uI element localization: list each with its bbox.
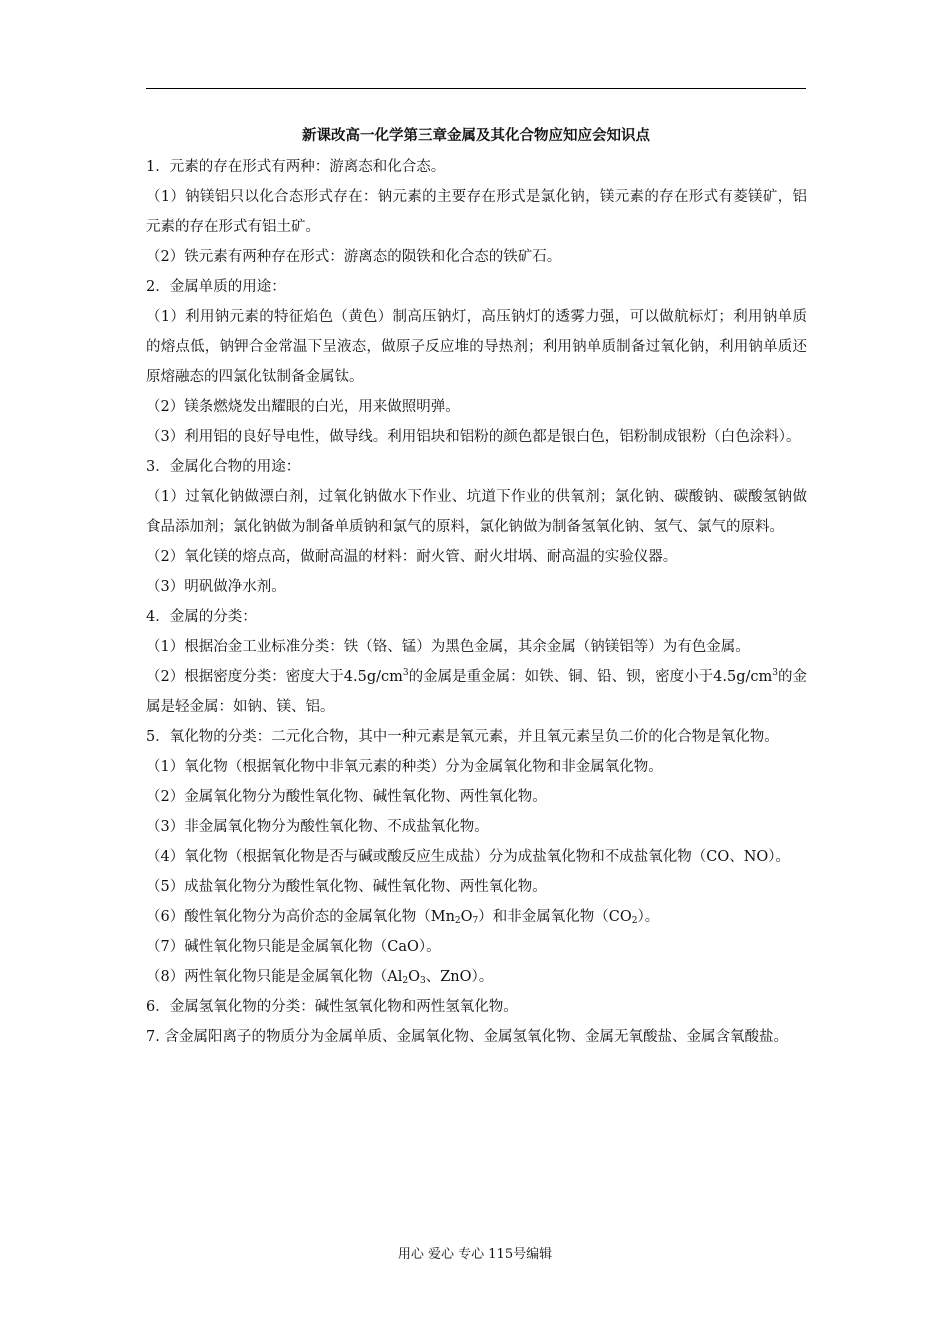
subscript: 2 xyxy=(631,916,638,926)
paragraph: （3）利用铝的良好导电性，做导线。利用铝块和铝粉的颜色都是银白色，铝粉制成银粉（白色涂料）。 xyxy=(146,429,801,445)
text-run: ）和非金属氧化物（CO xyxy=(478,909,632,925)
text-run: （2）根据密度分类：密度大于4.5g/cm xyxy=(146,669,403,685)
paragraph: （2）氧化镁的熔点高，做耐高温的材料：耐火管、耐火坩埚、耐高温的实验仪器。 xyxy=(146,549,678,565)
paragraph: （3）非金属氧化物分为酸性氧化物、不成盐氧化物。 xyxy=(146,819,489,835)
subscript: 3 xyxy=(419,976,426,986)
paragraph: （3）明矾做净水剂。 xyxy=(146,579,286,595)
paragraph: （2）铁元素有两种存在形式：游离态的陨铁和化合态的铁矿石。 xyxy=(146,249,562,265)
page-footer: 用心 爱心 专心 115号编辑 xyxy=(397,1247,553,1262)
text-run: 的金属是轻金属：如钠、镁、铝。 xyxy=(146,669,807,715)
text-run: 的金属是重金属：如铁、铜、铅、钡，密度小于4.5g/cm xyxy=(408,669,773,685)
paragraph: 4．金属的分类： xyxy=(146,609,257,625)
paragraph: （1）钠镁铝只以化合态形式存在：钠元素的主要存在形式是氯化钠，镁元素的存在形式有菱镁矿，铝元素的存在形式有铝土矿。 xyxy=(146,189,807,235)
paragraph: 1．元素的存在形式有两种：游离态和化合态。 xyxy=(146,159,446,175)
paragraph: （2）镁条燃烧发出耀眼的白光，用来做照明弹。 xyxy=(146,399,460,415)
document-title: 新课改高一化学第三章金属及其化合物应知应会知识点 xyxy=(302,127,650,144)
subscript: 2 xyxy=(454,916,461,926)
subscript: 7 xyxy=(472,916,479,926)
paragraph: （1）过氧化钠做漂白剂，过氧化钠做水下作业、坑道下作业的供氧剂；氯化钠、碳酸钠、碳酸氢钠做食品添加剂；氯化钠做为制备单质钠和氯气的原料，氯化钠做为制备氢氧化钠、氢气、氯气的原料。 xyxy=(146,489,807,535)
paragraph: 3．金属化合物的用途： xyxy=(146,459,301,475)
document-body xyxy=(146,152,807,1052)
paragraph: （4）氧化物（根据氧化物是否与碱或酸反应生成盐）分为成盐氧化物和不成盐氧化物（CO、NO）。 xyxy=(146,849,791,865)
header-rule xyxy=(146,88,806,89)
paragraph: （1）利用钠元素的特征焰色（黄色）制高压钠灯，高压钠灯的透雾力强，可以做航标灯；利用钠单质的熔点低，钠钾合金常温下呈液态，做原子反应堆的导热剂；利用钠单质制备过氧化钠，利用钠单质还原熔融态的四氯化钛制备金属钛。 xyxy=(146,309,807,385)
superscript: 3 xyxy=(402,668,409,678)
paragraph: （5）成盐氧化物分为酸性氧化物、碱性氧化物、两性氧化物。 xyxy=(146,879,547,895)
paragraph: 5．氧化物的分类：二元化合物，其中一种元素是氧元素，并且氧元素呈负二价的化合物是氧化物。 xyxy=(146,729,779,745)
subscript: 2 xyxy=(402,976,409,986)
paragraph: 2．金属单质的用途： xyxy=(146,279,286,295)
paragraph: （2）金属氧化物分为酸性氧化物、碱性氧化物、两性氧化物。 xyxy=(146,789,547,805)
paragraph xyxy=(146,902,807,932)
text-run: ）。 xyxy=(637,909,660,925)
paragraph: 6．金属氢氧化物的分类：碱性氢氧化物和两性氢氧化物。 xyxy=(146,999,518,1015)
text-run: （8）两性氧化物只能是金属氧化物（Al xyxy=(146,969,403,985)
paragraph: 7. 含金属阳离子的物质分为金属单质、金属氧化物、金属氢氧化物、金属无氧酸盐、金属含氧酸盐。 xyxy=(146,1029,788,1045)
paragraph: （7）碱性氧化物只能是金属氧化物（CaO）。 xyxy=(146,939,441,955)
paragraph: （1）根据冶金工业标准分类：铁（铬、锰）为黑色金属，其余金属（钠镁铝等）为有色金属。 xyxy=(146,639,750,655)
text-run: O xyxy=(408,969,420,985)
superscript: 3 xyxy=(772,668,778,678)
text-run: 、ZnO）。 xyxy=(425,969,494,985)
text-run: （6）酸性氧化物分为高价态的金属氧化物（Mn xyxy=(146,909,455,925)
text-run: O xyxy=(460,909,473,925)
paragraph xyxy=(146,962,807,992)
paragraph: （1）氧化物（根据氧化物中非氧元素的种类）分为金属氧化物和非金属氧化物。 xyxy=(146,759,663,775)
paragraph xyxy=(146,662,807,722)
